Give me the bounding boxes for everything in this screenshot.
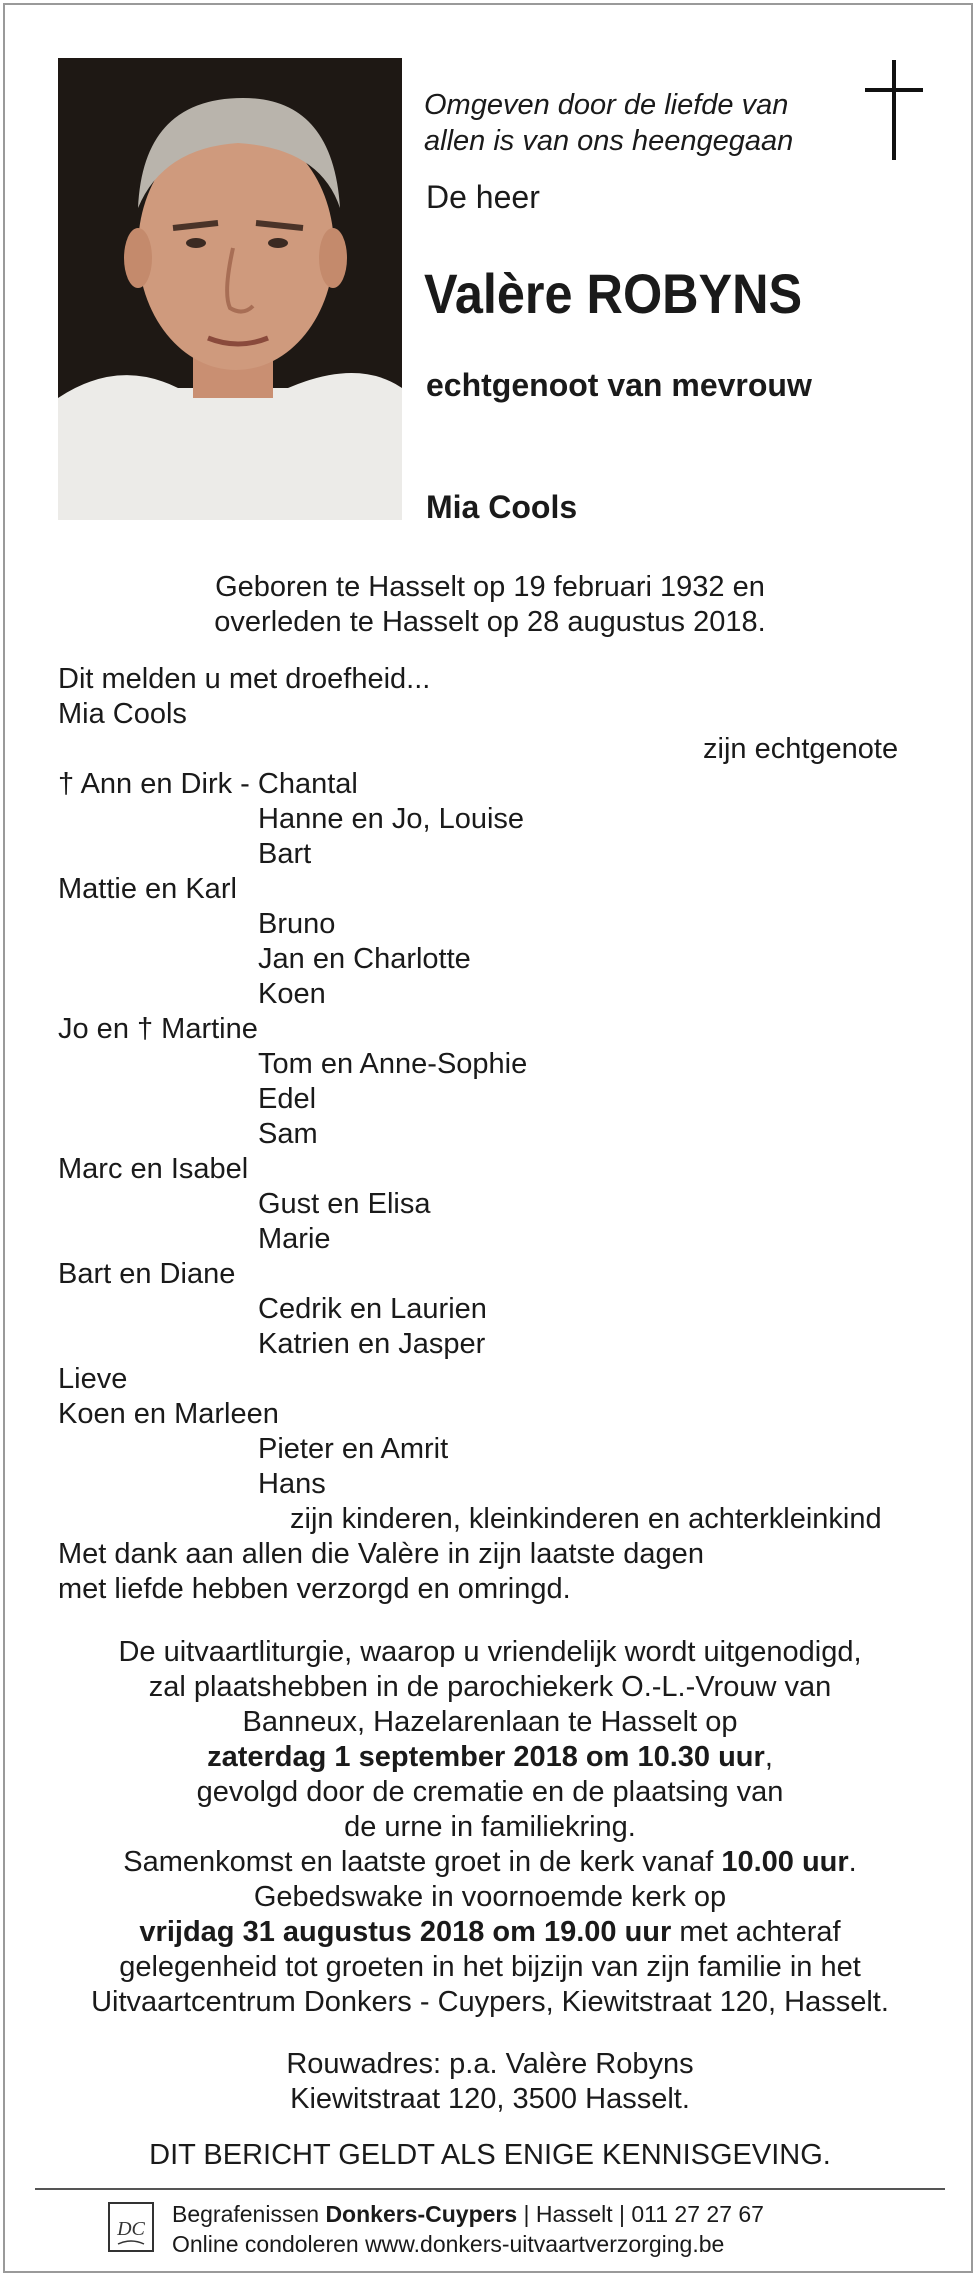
cross-icon	[865, 60, 923, 160]
service-line-8: Gebedswake in voornoemde kerk op	[253, 1881, 727, 1913]
intro-line-1: Omgeven door de liefde van	[424, 89, 789, 121]
gathering-tail: .	[848, 1846, 857, 1878]
svg-text:DC: DC	[117, 2218, 145, 2240]
service-date: zaterdag 1 september 2018 om 10.30 uur	[207, 1741, 765, 1773]
address-line-1: Rouwadres: p.a. Valère Robyns	[286, 2048, 694, 2080]
family-member: Cedrik en Laurien	[258, 1293, 487, 1325]
service-line-11: Uitvaartcentrum Donkers - Cuypers, Kiewitstraat 120, Hasselt.	[91, 1986, 889, 2018]
thanks-line-1: Met dank aan allen die Valère in zijn laatste dagen	[58, 1538, 704, 1570]
deceased-name: Valère ROBYNS	[424, 262, 803, 325]
service-line-2: zal plaatshebben in de parochiekerk O.-L.-Vrouw van	[148, 1671, 832, 1703]
thanks-line-2: met liefde hebben verzorgd en omringd.	[58, 1573, 571, 1605]
family-member: Mattie en Karl	[58, 873, 237, 905]
gathering-line	[0, 1845, 980, 1880]
family-intro: Dit melden u met droefheid...	[58, 663, 431, 695]
service-date-line	[0, 1740, 980, 1775]
address-line-2: Kiewitstraat 120, 3500 Hasselt.	[290, 2083, 690, 2115]
family-member: Jo en † Martine	[58, 1013, 258, 1045]
portrait-photo	[58, 58, 402, 520]
footer-prefix: Begrafenissen	[172, 2201, 326, 2227]
intro-line-2: allen is van ons heengegaan	[424, 125, 794, 157]
service-line-3: Banneux, Hazelarenlaan te Hasselt op	[242, 1706, 738, 1738]
service-line-6: de urne in familiekring.	[344, 1811, 636, 1843]
service-line-10: gelegenheid tot groeten in het bijzijn van zijn familie in het	[119, 1951, 861, 1983]
notice: DIT BERICHT GELDT ALS ENIGE KENNISGEVING.	[149, 2139, 831, 2171]
vigil-tail: met achteraf	[671, 1916, 841, 1948]
family-member: Hans	[258, 1468, 326, 1500]
footer-contact: | Hasselt | 011 27 27 67	[517, 2201, 764, 2227]
footer-line-1	[172, 2200, 764, 2228]
family-member: Tom en Anne-Sophie	[258, 1048, 528, 1080]
family-member: Hanne en Jo, Louise	[258, 803, 525, 835]
family-spouse: Mia Cools	[58, 698, 187, 730]
vigil-date: vrijdag 31 augustus 2018 om 19.00 uur	[139, 1916, 672, 1948]
spouse-name: Mia Cools	[426, 489, 578, 525]
family-member: Marie	[258, 1223, 331, 1255]
family-spouse-role: zijn echtgenote	[703, 733, 899, 765]
family-member: Edel	[258, 1083, 317, 1115]
footer-website: Online condoleren www.donkers-uitvaartverzorging.be	[172, 2231, 725, 2257]
service-line-1: De uitvaartliturgie, waarop u vriendelijk wordt uitgenodigd,	[118, 1636, 862, 1668]
family-member: † Ann en Dirk - Chantal	[58, 768, 358, 800]
family-member: Koen	[258, 978, 326, 1010]
family-member: Gust en Elisa	[258, 1188, 431, 1220]
vigil-line	[0, 1915, 980, 1950]
family-member: Pieter en Amrit	[258, 1433, 449, 1465]
spouse-intro: echtgenoot van mevrouw	[426, 367, 812, 403]
death-line: overleden te Hasselt op 28 augustus 2018.	[214, 606, 766, 638]
funeral-home-logo	[108, 2202, 154, 2252]
salutation: De heer	[426, 179, 540, 215]
family-member: Jan en Charlotte	[258, 943, 471, 975]
family-member: Lieve	[58, 1363, 128, 1395]
family-member: Katrien en Jasper	[258, 1328, 486, 1360]
footer-divider	[35, 2188, 945, 2190]
family-closing-role: zijn kinderen, kleinkinderen en achterkleinkind	[290, 1503, 882, 1535]
family-member: Marc en Isabel	[58, 1153, 249, 1185]
gathering-time: 10.00 uur	[721, 1846, 849, 1878]
birth-line: Geboren te Hasselt op 19 februari 1932 en	[215, 571, 765, 603]
family-member: Bart en Diane	[58, 1258, 236, 1290]
gathering-text: Samenkomst en laatste groet in de kerk vanaf	[123, 1846, 722, 1878]
family-member: Sam	[258, 1118, 318, 1150]
family-member: Bruno	[258, 908, 336, 940]
family-member: Koen en Marleen	[58, 1398, 279, 1430]
family-member: Bart	[258, 838, 312, 870]
service-date-tail: ,	[764, 1741, 773, 1773]
footer-company: Donkers-Cuypers	[325, 2201, 518, 2227]
service-line-5: gevolgd door de crematie en de plaatsing van	[196, 1776, 784, 1808]
